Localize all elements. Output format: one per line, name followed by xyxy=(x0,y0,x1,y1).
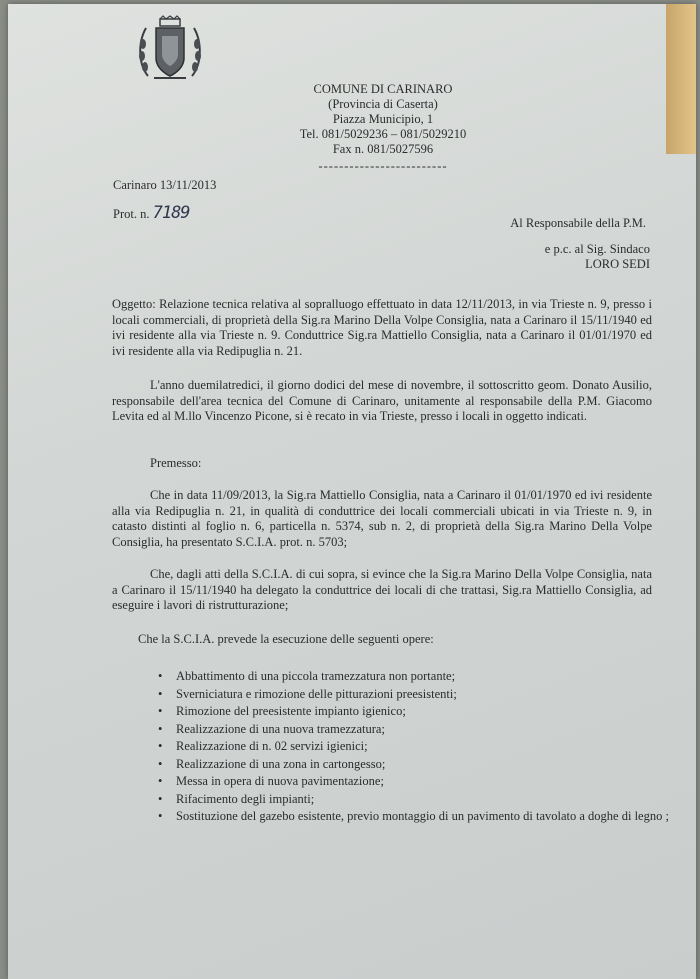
protocol-line xyxy=(113,203,190,223)
date-line: Carinaro 13/11/2013 xyxy=(113,178,217,192)
oggetto-paragraph: Oggetto: Relazione tecnica relativa al sopralluogo effettuato in data 12/11/2013, in via Trieste n. 9, presso i locali commerciali, di proprietà della Sig.ra Marino Della Volpe Consiglia, nata a Carinaro il 15/11/1940 ed ivi residente alla via Trieste n. 9. Conduttrice Sig.ra Mattiello Consiglia, nata a Carinaro il 01/01/1970 ed ivi residente alla via Redipuglia n. 21. xyxy=(112,297,652,358)
fax: Fax n. 081/5027596 xyxy=(332,142,434,156)
list-item: • Abbattimento di una piccola tramezzatura non portante; xyxy=(176,668,676,686)
list-item: • Realizzazione di una nuova tramezzatura; xyxy=(176,721,676,739)
recipient-to: Al Responsabile della P.M. xyxy=(510,216,646,230)
intro-paragraph: L'anno duemilatredici, il giorno dodici del mese di novembre, il sottoscritto geom. Donato Ausilio, responsabile dell'area tecnica del Comune di Carinaro, unitamente al responsabile della P.M. Giacomo Levita ed al M.llo Vincenzo Picone, si è recato in via Trieste, presso i locali in oggetto indicati. xyxy=(112,378,652,423)
premesso-heading: Premesso: xyxy=(150,456,202,470)
list-item: • Realizzazione di una zona in cartongesso; xyxy=(176,756,676,774)
folder-tab xyxy=(666,4,696,154)
protocol-number: 7189 xyxy=(152,203,190,223)
header-separator: ------------------------- xyxy=(318,159,448,173)
recipient-loro-sedi: LORO SEDI xyxy=(585,257,650,271)
telephone: Tel. 081/5029236 – 081/5029210 xyxy=(299,127,467,141)
provincia: (Provincia di Caserta) xyxy=(328,97,438,111)
recipient-cc: e p.c. al Sig. Sindaco xyxy=(544,242,650,256)
list-item: • Rimozione del preesistente impianto igienico; xyxy=(176,703,676,721)
works-list xyxy=(158,668,676,826)
list-item: • Realizzazione di n. 02 servizi igienici; xyxy=(176,738,676,756)
letterhead xyxy=(278,82,488,174)
document-page xyxy=(8,4,696,979)
list-item: • Messa in opera di nuova pavimentazione; xyxy=(176,773,676,791)
address: Piazza Municipio, 1 xyxy=(332,112,434,126)
municipal-crest-icon xyxy=(134,14,206,86)
paragraph-works-intro: Che la S.C.I.A. prevede la esecuzione delle seguenti opere: xyxy=(138,632,434,646)
list-item: • Sostituzione del gazebo esistente, previo montaggio di un pavimento di tavolato a doghe di legno ; xyxy=(176,808,676,826)
list-item: • Rifacimento degli impianti; xyxy=(176,791,676,809)
paragraph-scia-presentation: Che in data 11/09/2013, la Sig.ra Mattiello Consiglia, nata a Carinaro il 01/01/1970 ed ivi residente alla via Redipuglia n. 21, in qualità di conduttrice dei locali commerciali ubicati in via Trieste n. 9, in catasto distinti al foglio n. 6, particella n. 5374, sub n. 2, di proprietà della Sig.ra Marino Della Volpe Consiglia, ha presentato S.C.I.A. prot. n. 5703; xyxy=(112,488,652,549)
comune-name: COMUNE DI CARINARO xyxy=(313,82,453,96)
paragraph-delegation: Che, dagli atti della S.C.I.A. di cui sopra, si evince che la Sig.ra Marino Della Volpe Consiglia, nata a Carinaro il 15/11/1940 ha delegato la conduttrice dei locali di che trattasi, Sig.ra Mattiello Consiglia, ad eseguire i lavori di ristrutturazione; xyxy=(112,567,652,612)
list-item: • Sverniciatura e rimozione delle pitturazioni preesistenti; xyxy=(176,686,676,704)
protocol-label: Prot. n. xyxy=(113,207,150,221)
